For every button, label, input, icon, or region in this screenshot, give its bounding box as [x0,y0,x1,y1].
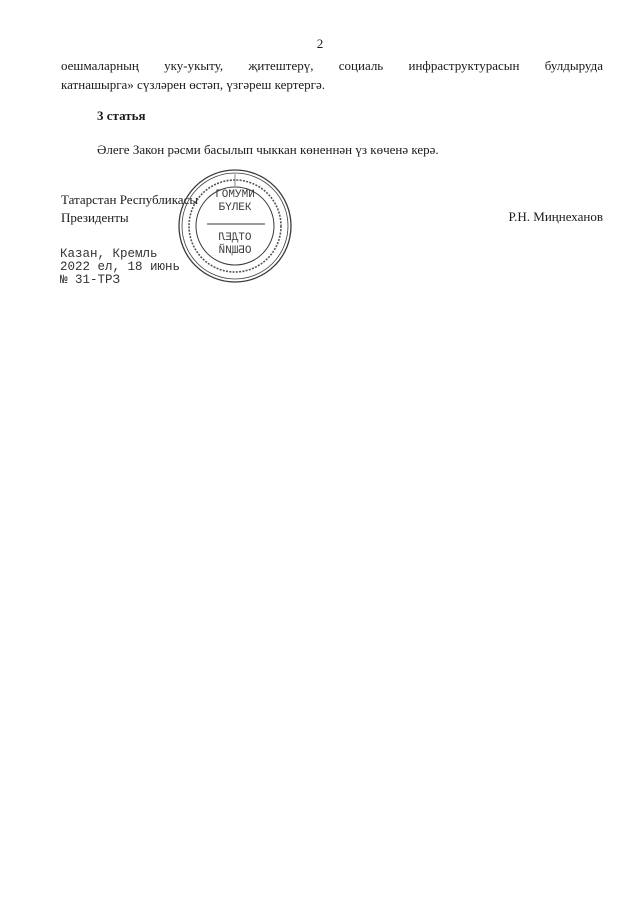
article-heading: 3 статья [97,108,146,123]
enactment-number: № 31-ТРЗ [60,273,121,287]
enactment-details [60,248,180,287]
paragraph-line-2: катнашырга» сүзләрен өстәп, үзгәреш кертергә. [61,77,326,92]
signatory-title-line-1: Татарстан Республикасы [61,192,199,207]
stamp-text-bottom-2: ОТДЕЛ [218,232,252,244]
stamp-text-top-2: БҮЛЕК [218,202,252,214]
page-number: 2 [316,36,324,51]
paragraph-line-1: оешмаларның уку-укыту, җитештерү, социаль инфраструктурасын булдыруда [61,58,603,73]
official-stamp [176,167,294,285]
signatory-name: Р.Н. Миңнеханов [508,209,603,224]
stamp-text-top-1: ГОМУМИ [215,189,255,201]
stamp-seal-icon [176,167,294,285]
enactment-place: Казан, Кремль [60,247,158,261]
enactment-date: 2022 ел, 18 июнь [60,260,181,274]
article-text: Әлеге Закон рәсми басылып чыккан көненнән үз көченә керә. [97,142,439,157]
amendment-paragraph [61,56,603,94]
signatory-title-line-2: Президенты [61,210,129,225]
stamp-text-bottom-1: ОБЩИЙ [218,245,252,257]
